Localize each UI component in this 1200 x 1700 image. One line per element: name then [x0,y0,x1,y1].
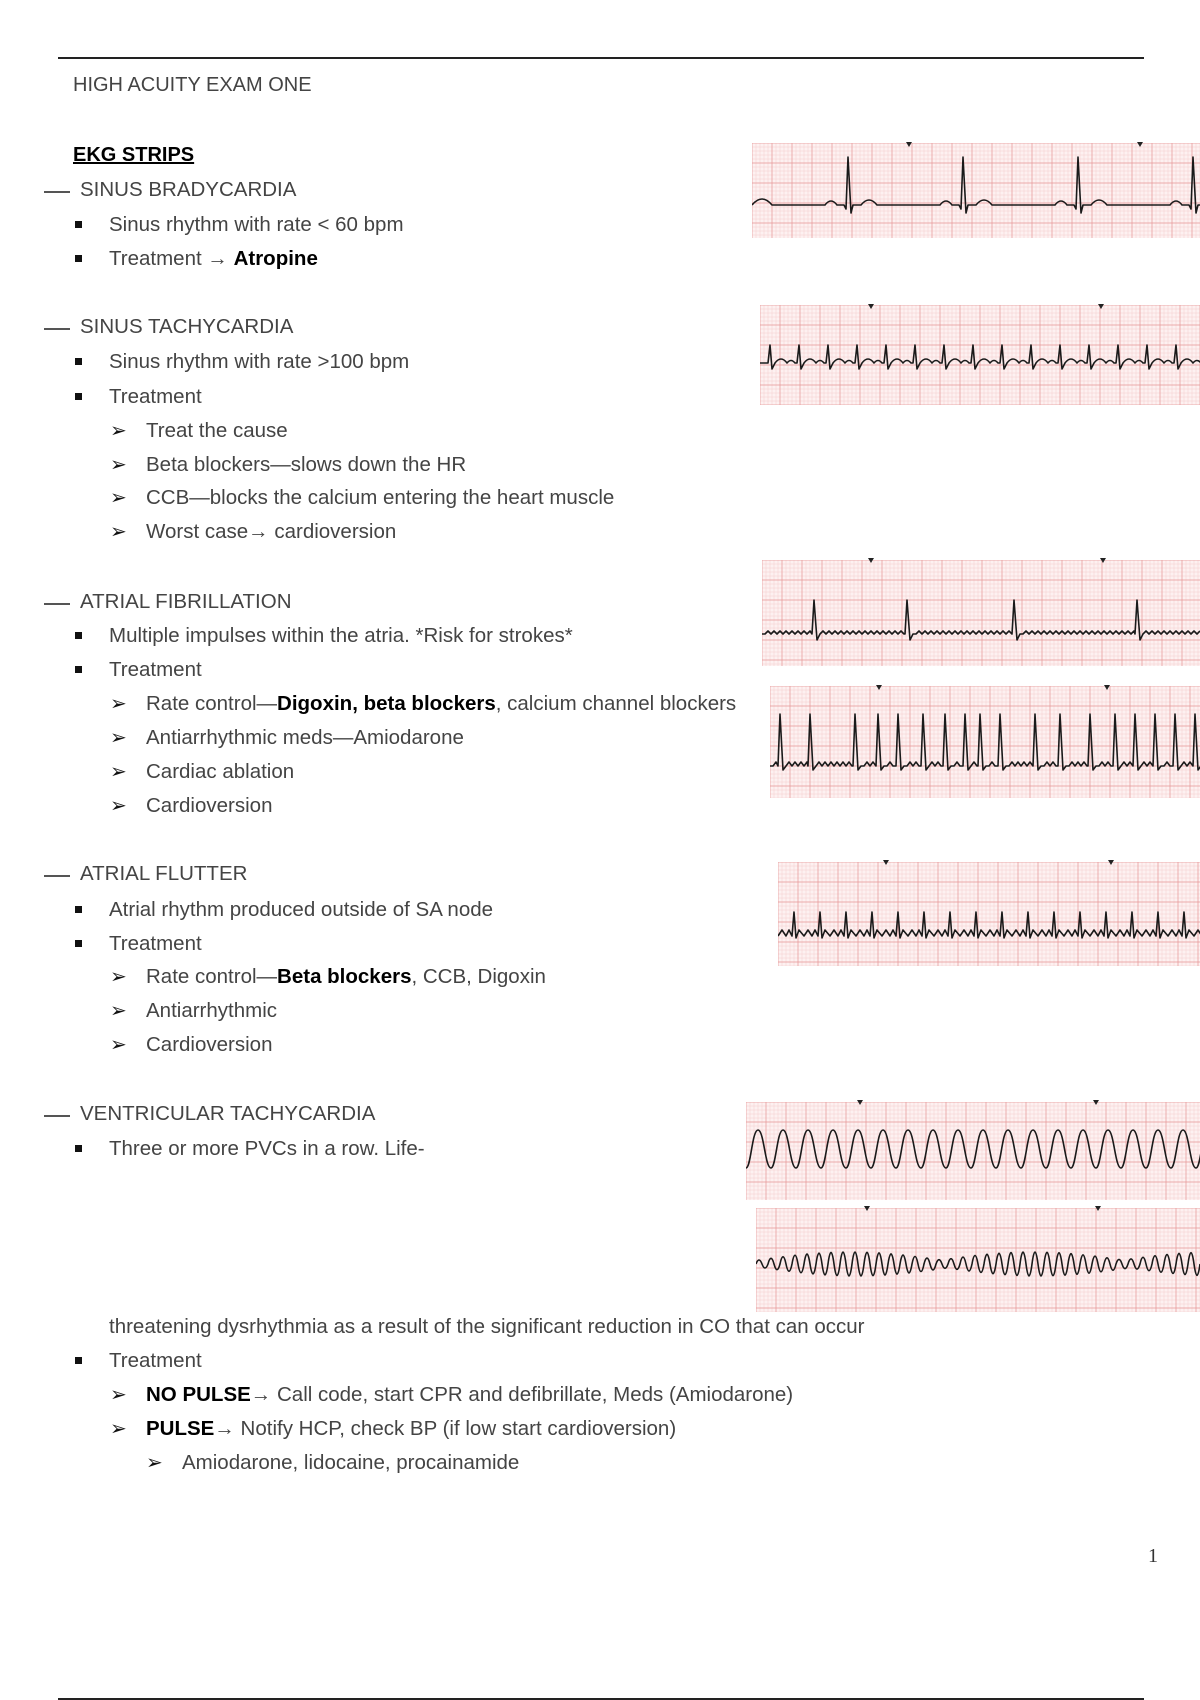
strip-marker-icon [1095,1206,1101,1211]
sub-bullet-text: PULSE→ Notify HCP, check BP (if low start cardioversion) [146,1417,677,1440]
bullet-text: Treatment [109,385,202,408]
ekg-strip-sinus-tachycardia [760,305,1200,405]
arrowhead-bullet-icon: ➢ [110,693,127,715]
sub-bullet-text: CCB—blocks the calcium entering the heart muscle [146,486,615,509]
strip-marker-icon [864,1206,870,1211]
strip-marker-icon [1100,558,1106,563]
bullet-square [75,1357,82,1364]
arrow-right-icon: → [201,247,234,270]
strip-marker-icon [876,685,882,690]
sub-bullet-text: NO PULSE→ Call code, start CPR and defibrillate, Meds (Amiodarone) [146,1383,794,1406]
section-title-sinus-bradycardia: SINUS BRADYCARDIA [80,178,297,201]
dash-marker [44,328,70,330]
sub-bullet-text: Antiarrhythmic meds—Amiodarone [146,726,464,749]
bullet-text: Sinus rhythm with rate < 60 bpm [109,213,404,236]
arrowhead-bullet-icon: ➢ [110,727,127,749]
bullet-square [75,393,82,400]
page-header-title: HIGH ACUITY EXAM ONE [73,74,312,96]
page-number: 1 [1148,1545,1158,1567]
sub-bullet-text: Beta blockers—slows down the HR [146,453,467,476]
arrowhead-bullet-icon: ➢ [146,1452,163,1474]
bullet-text-continued: threatening dysrhythmia as a result of the significant reduction in CO that can occur [109,1315,865,1338]
arrowhead-bullet-icon: ➢ [110,966,127,988]
arrowhead-bullet-icon: ➢ [110,761,127,783]
bullet-text: Treatment → Atropine [109,247,318,270]
strip-marker-icon [868,558,874,563]
sub-bullet-text: Antiarrhythmic [146,999,278,1022]
strip-marker-icon [1093,1100,1099,1105]
bullet-text: Three or more PVCs in a row. Life- [109,1137,425,1160]
bullet-text: Treatment [109,1349,202,1372]
bullet-square [75,940,82,947]
arrowhead-bullet-icon: ➢ [110,454,127,476]
strip-marker-icon [906,142,912,147]
bullet-square [75,221,82,228]
sub-bullet-text: Cardioversion [146,1033,273,1056]
dash-marker [44,875,70,877]
arrow-right-icon: → [248,520,269,543]
bullet-text: Sinus rhythm with rate >100 bpm [109,350,410,373]
bullet-square [75,255,82,262]
ekg-strip-atrial-fibrillation-controlled [762,560,1200,666]
bullet-square [75,666,82,673]
section-title-sinus-tachycardia: SINUS TACHYCARDIA [80,315,294,338]
ekg-strip-vtach-monomorphic [746,1102,1200,1200]
section-title-atrial-flutter: ATRIAL FLUTTER [80,862,248,885]
strip-marker-icon [1098,304,1104,309]
arrowhead-bullet-icon: ➢ [110,487,127,509]
strip-marker-icon [883,860,889,865]
sub-bullet-text: Worst case→ cardioversion [146,520,397,543]
bullet-square [75,358,82,365]
arrowhead-bullet-icon: ➢ [110,521,127,543]
arrowhead-bullet-icon: ➢ [110,420,127,442]
ekg-strip-atrial-fibrillation-rapid [770,686,1200,798]
strip-marker-icon [1104,685,1110,690]
strip-marker-icon [1137,142,1143,147]
strip-marker-icon [857,1100,863,1105]
dash-marker [44,1115,70,1117]
bullet-square [75,906,82,913]
top-rule [58,57,1144,59]
ekg-strips-heading: EKG STRIPS [73,144,195,166]
sub-bullet-text: Treat the cause [146,419,288,442]
sub-bullet-text: Rate control—Beta blockers, CCB, Digoxin [146,965,546,988]
sub-bullet-text: Rate control—Digoxin, beta blockers, calcium channel blockers [146,692,737,715]
arrowhead-bullet-icon: ➢ [110,1000,127,1022]
bullet-square [75,1145,82,1152]
bullet-text: Treatment [109,932,202,955]
strip-marker-icon [1108,860,1114,865]
bullet-text: Multiple impulses within the atria. *Risk for strokes* [109,624,573,647]
ekg-strip-sinus-bradycardia [752,143,1200,238]
bullet-text: Treatment [109,658,202,681]
strip-marker-icon [868,304,874,309]
bullet-square [75,632,82,639]
section-title-ventricular-tachycardia: VENTRICULAR TACHYCARDIA [80,1102,376,1125]
arrowhead-bullet-icon: ➢ [110,1034,127,1056]
ekg-strip-vtach-polymorphic [756,1208,1200,1312]
sub-bullet-text: Cardioversion [146,794,273,817]
dash-marker [44,191,70,193]
dash-marker [44,603,70,605]
sub-bullet-text: Cardiac ablation [146,760,295,783]
bullet-text: Atrial rhythm produced outside of SA node [109,898,494,921]
arrowhead-bullet-icon: ➢ [110,1384,127,1406]
ekg-strip-atrial-flutter [778,862,1200,966]
arrow-right-icon: → [250,1383,272,1406]
arrow-right-icon: → [214,1417,235,1440]
sub-sub-bullet-text: Amiodarone, lidocaine, procainamide [182,1451,520,1474]
arrowhead-bullet-icon: ➢ [110,795,127,817]
section-title-atrial-fibrillation: ATRIAL FIBRILLATION [80,590,292,613]
arrowhead-bullet-icon: ➢ [110,1418,127,1440]
